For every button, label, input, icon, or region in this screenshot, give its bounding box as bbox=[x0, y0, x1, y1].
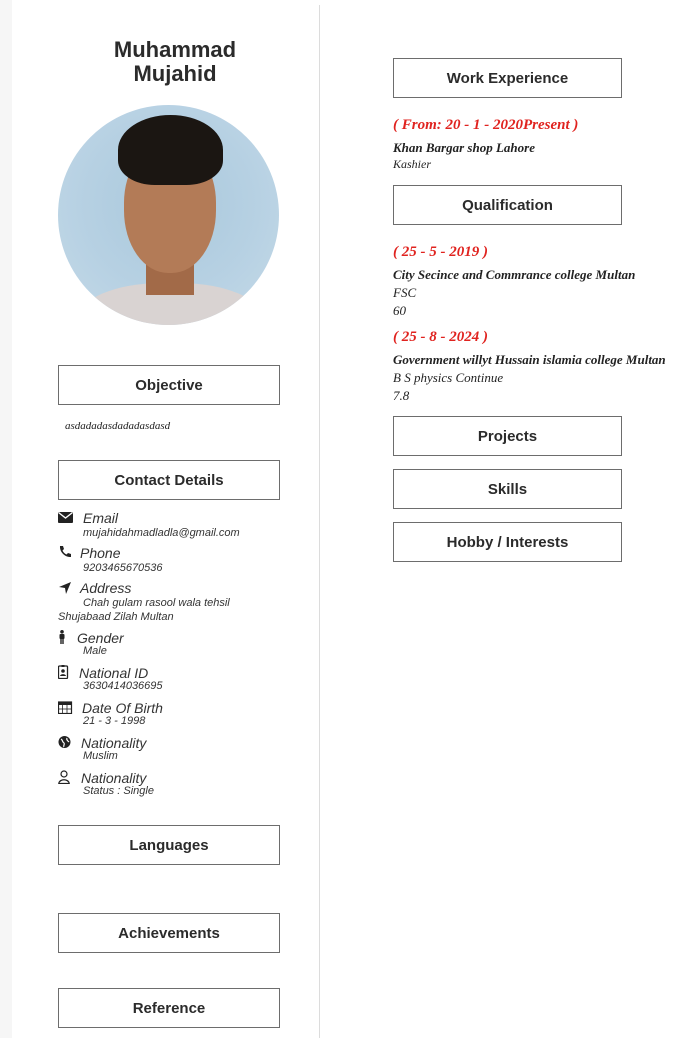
id-badge-icon bbox=[58, 665, 74, 679]
address-value-line1: Chah gulam rasool wala tehsil bbox=[83, 597, 230, 609]
marital-label: Nationality bbox=[81, 770, 147, 786]
languages-heading: Languages bbox=[58, 825, 280, 865]
qualification-1-date: ( 25 - 5 - 2019 ) bbox=[393, 244, 488, 260]
achievements-heading: Achievements bbox=[58, 913, 280, 953]
phone-icon bbox=[58, 545, 74, 559]
left-margin-strip bbox=[0, 0, 12, 1038]
phone-label: Phone bbox=[80, 545, 121, 561]
name-line-1: Muhammad bbox=[113, 37, 237, 62]
reference-heading: Reference bbox=[58, 988, 280, 1028]
qualification-1-score: 60 bbox=[393, 303, 406, 318]
projects-heading: Projects bbox=[393, 416, 622, 456]
calendar-icon bbox=[58, 700, 74, 714]
email-label: Email bbox=[83, 510, 119, 526]
work-experience-heading: Work Experience bbox=[393, 58, 622, 98]
qualification-1-degree: FSC bbox=[393, 285, 417, 300]
qualification-heading: Qualification bbox=[393, 185, 622, 225]
location-arrow-icon bbox=[58, 581, 74, 595]
column-divider bbox=[319, 5, 320, 1038]
address-label: Address bbox=[80, 580, 132, 596]
work-date: ( From: 20 - 1 - 2020Present ) bbox=[393, 117, 579, 133]
contact-details-heading: Contact Details bbox=[58, 460, 280, 500]
qualification-2-institute: Government willyt Hussain islamia college Multan bbox=[393, 352, 666, 367]
objective-text: asdadadasdadadasdasd bbox=[65, 420, 171, 432]
gender-value: Male bbox=[83, 645, 107, 657]
dob-value: 21 - 3 - 1998 bbox=[83, 715, 146, 727]
work-company: Khan Bargar shop Lahore bbox=[393, 140, 535, 155]
dob-label: Date Of Birth bbox=[82, 700, 163, 716]
hobby-heading: Hobby / Interests bbox=[393, 522, 622, 562]
name-line-2: Mujahid bbox=[133, 61, 217, 86]
nationality-label: Nationality bbox=[81, 735, 147, 751]
gender-label: Gender bbox=[77, 630, 124, 646]
nationality-value: Muslim bbox=[83, 750, 118, 762]
globe-icon bbox=[58, 735, 74, 749]
male-icon bbox=[58, 630, 74, 644]
photo-hair bbox=[118, 115, 223, 185]
work-role: Kashier bbox=[393, 157, 432, 171]
email-value[interactable]: mujahidahmadladla@gmail.com bbox=[83, 527, 240, 539]
national-id-label: National ID bbox=[79, 665, 149, 681]
objective-heading: Objective bbox=[58, 365, 280, 405]
user-icon bbox=[58, 770, 74, 784]
qualification-2-date: ( 25 - 8 - 2024 ) bbox=[393, 329, 488, 345]
profile-name bbox=[60, 38, 290, 86]
skills-heading: Skills bbox=[393, 469, 622, 509]
national-id-value: 3630414036695 bbox=[83, 680, 163, 692]
qualification-1-institute: City Secince and Commrance college Multan bbox=[393, 267, 636, 282]
qualification-2-degree: B S physics Continue bbox=[393, 370, 504, 385]
marital-value: Status : Single bbox=[83, 785, 154, 797]
phone-value: 9203465670536 bbox=[83, 562, 163, 574]
envelope-icon bbox=[58, 511, 74, 525]
qualification-2-score: 7.8 bbox=[393, 388, 410, 403]
profile-photo bbox=[58, 105, 279, 325]
address-value-line2: Shujabaad Zilah Multan bbox=[58, 611, 174, 623]
